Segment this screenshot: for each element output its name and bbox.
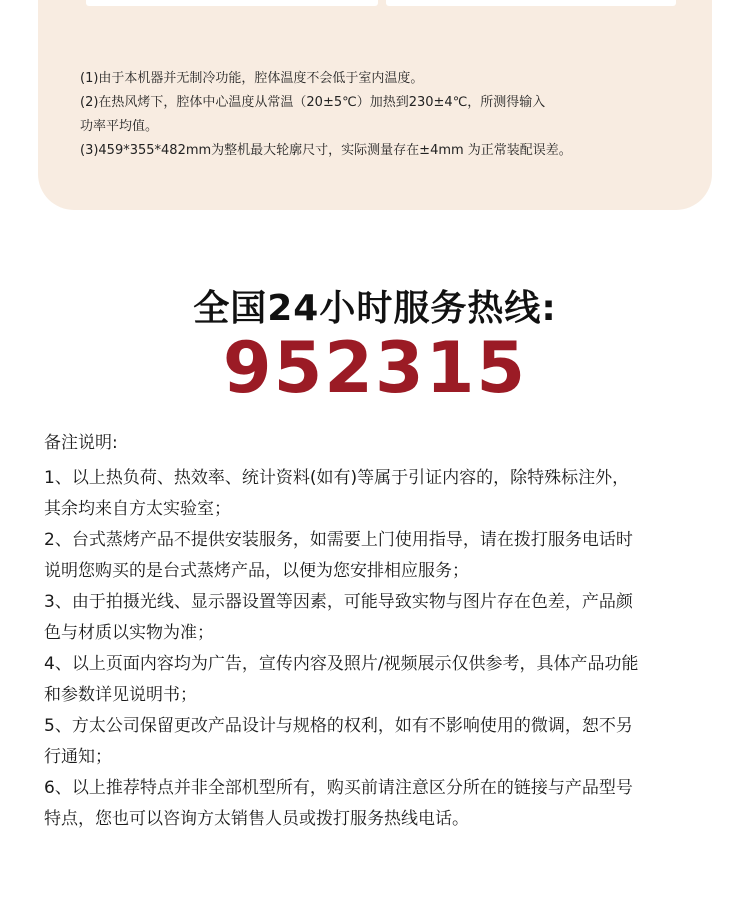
spec-table-cell-left (86, 0, 378, 6)
remark-line: 说明您购买的是台式蒸烤产品，以便为您安排相应服务； (44, 561, 469, 581)
remarks-title: 备注说明: (44, 433, 118, 453)
spec-note: (2)在热风烤下，腔体中心温度从常温（20±5℃）加热到230±4℃，所测得输入 (80, 95, 546, 110)
hotline-number[interactable]: 952315 (222, 327, 528, 409)
remark-line: 5、方太公司保留更改产品设计与规格的权利，如有不影响使用的微调，恕不另 (44, 716, 633, 736)
remark-line: 3、由于拍摄光线、显示器设置等因素，可能导致实物与图片存在色差，产品颜 (44, 592, 633, 612)
remark-line: 2、台式蒸烤产品不提供安装服务，如需要上门使用指导，请在拨打服务电话时 (44, 530, 633, 550)
spec-table-cell-right (386, 0, 676, 6)
remark-line: 特点，您也可以咨询方太销售人员或拨打服务热线电话。 (44, 809, 469, 829)
remark-line: 行通知； (44, 747, 112, 767)
remark-line: 1、以上热负荷、热效率、统计资料(如有)等属于引证内容的，除特殊标注外， (44, 468, 630, 488)
spec-note: (3)459*355*482mm为整机最大轮廓尺寸，实际测量存在±4mm 为正常装配误差。 (80, 143, 572, 158)
spec-note: (1)由于本机器并无制冷功能，腔体温度不会低于室内温度。 (80, 71, 424, 86)
remark-line: 其余均来自方太实验室； (44, 499, 231, 519)
remarks-section (44, 428, 716, 835)
remark-line: 4、以上页面内容均为广告，宣传内容及照片/视频展示仅供参考，具体产品功能 (44, 654, 639, 674)
hotline-title: 全国24小时服务热线: (193, 288, 557, 329)
spec-note: 功率平均值。 (80, 119, 159, 134)
spec-notes (80, 67, 700, 163)
remark-line: 色与材质以实物为准； (44, 623, 214, 643)
remark-line: 和参数详见说明书； (44, 685, 197, 705)
remark-line: 6、以上推荐特点并非全部机型所有，购买前请注意区分所在的链接与产品型号 (44, 778, 633, 798)
